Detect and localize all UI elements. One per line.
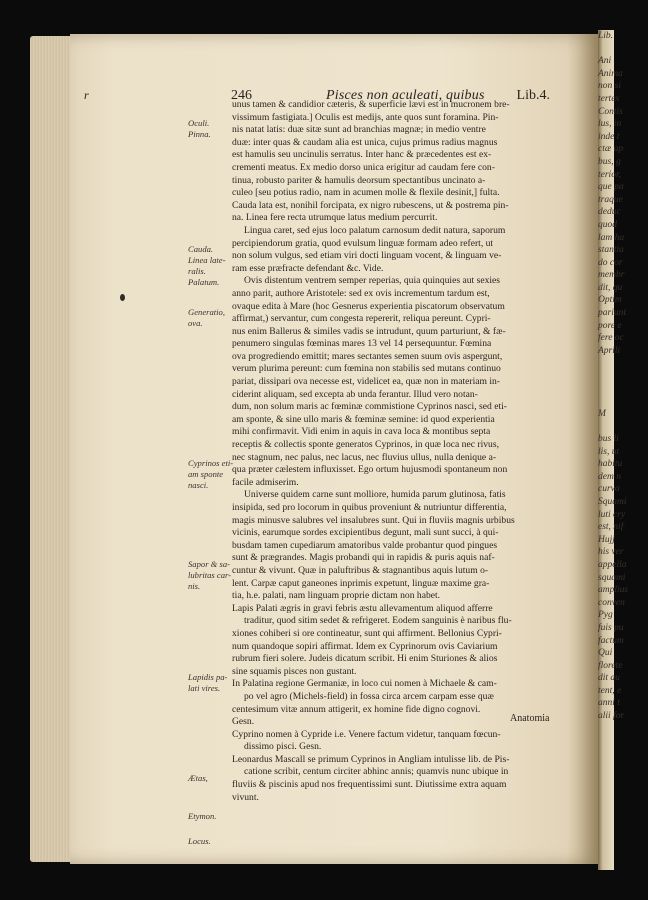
text-line: Universe quidem carne sunt molliore, humida parum glutinosa, fatis	[244, 489, 506, 501]
text-line: vissimum fastigiata.] Oculis est medijs, ante quos sunt foramina. Pin-	[232, 111, 499, 123]
text-line: am sponte, & sine ullo maris & fœminæ semine: id quod experientia	[232, 413, 495, 425]
text-line: crementi meatus. Ex medio dorso unica erigitur ad caudam fere con-	[232, 161, 495, 173]
fragment-line: anni t	[598, 698, 620, 709]
text-line: cuntur & vivunt. Quæ in paluftribus & stagnantibus aquis lutum o-	[232, 564, 489, 576]
fragment-line: appella	[598, 559, 627, 570]
fragment-line: squami	[598, 572, 626, 583]
margin-note-line: Generatio,	[188, 306, 225, 317]
margin-note-line: am sponte	[188, 468, 224, 479]
fragment-line	[598, 420, 648, 433]
fragment-line: tent, e	[598, 685, 622, 696]
fragment-line: Anima	[598, 68, 623, 79]
margin-note-line: Sapor & sa-	[188, 558, 231, 569]
margin-note-line: Etymon.	[188, 810, 217, 821]
fragment-line: curva	[598, 484, 620, 495]
margin-note-line: Palatum.	[188, 276, 220, 287]
text-line: ova progrediendo emittit; mares sectantes semen suum ovis aspergunt,	[232, 350, 503, 362]
fragment-line: dit au	[598, 673, 620, 684]
text-line: In Palatina regione Germaniæ, in loco cui nomen à Michaele & cam-	[232, 678, 497, 690]
text-line: magis minusve salubres vel insalubres sunt. Qui in fluviis magnis urbibus	[232, 514, 515, 526]
text-line: ciderint aliquam, sed excepta ab unda ferantur. Illud vero notan-	[232, 388, 478, 400]
margin-note-line: Cyprinos eti-	[188, 457, 234, 468]
text-line: culeo [seu potius radio, nam in acumen molle & flexile desinit,] fulta.	[232, 187, 500, 199]
text-line: fluviis & piscinis apud nos frequentissimi sunt. Diutissime extra aquam	[232, 779, 507, 791]
fragment-line: pore e	[598, 320, 622, 331]
text-line: mihi confirmavit. Vidi enim in aquis in cava loca & montibus septa	[232, 426, 491, 438]
fragment-line: Squami	[598, 496, 627, 507]
fragment-line: terior,	[598, 169, 621, 180]
text-line: tia, h.e. palati, nam linguam proprie dictam non habet.	[232, 590, 441, 602]
fragment-line	[598, 370, 648, 383]
margin-note	[188, 811, 240, 822]
margin-note	[188, 836, 240, 847]
catchword: Anatomia	[510, 713, 550, 724]
text-line: po vel agro (Michels-field) in fossa circa arcem carpam esse quæ	[244, 690, 494, 702]
page-edges	[30, 36, 74, 862]
fragment-line: dem n	[598, 471, 621, 482]
text-line: busdam tamen cupediarum amatoribus valde probantur quod pingues	[232, 539, 498, 551]
page-number: 246	[231, 88, 252, 103]
fragment-line: florete	[598, 660, 623, 671]
book-number: Lib.4.	[516, 88, 550, 103]
text-line: rubrum fieri solere. Judeis dicatum scribit. Hi enim Sturiones & alios	[232, 653, 498, 665]
text-line: vicinis, earumque sordes excipientibus degunt, mali sunt succi, à qui-	[232, 527, 499, 539]
margin-note-line: lati vires.	[188, 683, 221, 693]
text-line: tinua, robusto pariter & hamulis deorsum spectantibus uncinato a-	[232, 174, 486, 186]
text-line: dissimo pisci. Gesn.	[244, 741, 322, 753]
text-line: duæ: inter quas & caudam alia est unica, cujus primus radius magnus	[232, 136, 498, 148]
text-line: Leonardus Mascall se primum Cyprinos in Angliam intulisse lib. de Pis-	[232, 753, 510, 765]
text-line: lent. Carpæ caput ganeones inprimis expetunt, linguæ maxime gra-	[232, 577, 490, 589]
text-line: anno parit, authore Aristotele: sed ex ovis incrementum tardum est,	[232, 287, 490, 299]
margin-note-line: Ætas,	[188, 772, 208, 783]
fragment-line: his ver	[598, 547, 624, 558]
fragment-line: do cor	[598, 257, 623, 268]
text-line: ram esse præfracte defendant &c. Vide.	[232, 262, 384, 274]
fragment-line: Ani	[598, 56, 612, 67]
fragment-line: Hujj	[598, 534, 615, 545]
text-line: Ovis distentum ventrem semper reperias, quia quinquies aut sexies	[244, 275, 501, 287]
text-line: Cyprino nomen à Cypride i.e. Venere factum videtur, tanquam fœcun-	[232, 728, 501, 740]
text-line: sunt & prægrandes. Magis probandi qui in rapidis & puris aquis naf-	[232, 552, 495, 564]
signature-mark: r	[84, 88, 89, 102]
text-line: Lapis Palati ægris in gravi febris æstu allevamentum aliquod afferre	[232, 602, 493, 614]
text-line: affirmat,) servantur, cum congesta repererit, reliqua pereunt. Cypri-	[232, 313, 491, 325]
margin-note-line: Oculi.	[188, 117, 210, 128]
fragment-line: Pyg	[598, 610, 613, 621]
margin-note-line: nasci.	[188, 479, 209, 490]
text-line: receptis & collectis sponte generatos Cyprinos, in quæ loca nec rivus,	[232, 439, 499, 451]
ink-spot	[120, 294, 125, 301]
fragment-line: fuis pu	[598, 622, 624, 633]
fragment-line: luti cry	[598, 509, 626, 520]
fragment-line: M	[598, 408, 606, 419]
fragment-line: membr	[598, 270, 625, 281]
margin-note-line: Lapidis pa-	[188, 672, 228, 682]
fragment-line: bus, g	[598, 156, 621, 167]
text-line: centesimum vitæ annum attigerit, ex homine fide digno cognovi.	[232, 703, 481, 715]
running-title: Pisces non aculeati, quibus	[326, 88, 485, 103]
text-line: Gesn.	[232, 716, 255, 728]
text-line: num quandoque sopiri affirmat. Idem ex Cyprinorum ovis Caviarium	[232, 640, 498, 652]
fragment-line: deduc	[598, 207, 621, 218]
text-line: qua præter cælestem influxisset. Ego ortum hujusmodi spontaneum non	[232, 464, 508, 476]
text-line: sine squamis pisces non gustant.	[232, 665, 357, 677]
text-line: percipiendorum gratia, quod evulsum linguæ formam adeo refert, ut	[232, 237, 494, 249]
text-line: Cauda lata est, nonihil forcipata, ex nigro rubescens, ut & postrema pin-	[232, 199, 509, 211]
text-line: facile admiserim.	[232, 476, 299, 488]
fragment-line: Lib.	[598, 31, 614, 41]
fragment-line: Aprili	[598, 345, 621, 356]
text-line: xiones cohiberi si ore contineatur, sunt qui affirment. Bellonius Cypri-	[232, 627, 502, 639]
fragment-line: fere oc	[598, 333, 624, 344]
fragment-line: bus li	[598, 434, 619, 444]
right-page-fragments	[598, 30, 648, 723]
fragment-line: alii for	[598, 711, 625, 722]
fragment-line: est, nif	[598, 522, 624, 533]
text-line: pariat, dissipari ova necesse est, videlicet ea, quæ non in materiam in-	[232, 376, 501, 388]
text-line: nis natat latis: duæ sitæ sunt ad branchias magnæ; in medio ventre	[232, 124, 486, 136]
margin-note-line: Pinna.	[188, 128, 211, 139]
fragment-line: inde t	[598, 131, 620, 142]
fragment-line: lus, in	[598, 119, 622, 130]
fragment-line: lis, ut	[598, 446, 620, 457]
body-text	[232, 99, 554, 804]
fragment-line: non si	[598, 81, 621, 92]
fragment-line: habitu	[598, 459, 623, 470]
fragment-line: Contis	[598, 106, 623, 117]
fragment-line: que pa	[598, 182, 624, 193]
fragment-line: lam ha	[598, 232, 625, 243]
fragment-line: amplius	[598, 585, 629, 596]
text-line: dum, non solum maris ac fœminæ commistione Cyprinos nasci, sed eti-	[232, 401, 507, 413]
fragment-line	[598, 43, 648, 56]
margin-note-line: ralis.	[188, 265, 206, 276]
fragment-line	[598, 395, 648, 408]
text-line: insipida, sed pro locorum in quibus proveniunt & nutriuntur differentia,	[232, 502, 507, 513]
fragment-line: factum	[598, 635, 624, 646]
margin-note-line: Cauda.	[188, 243, 214, 254]
fragment-line: pariunt	[598, 308, 626, 319]
text-line: verum plurima pereunt: cum fœmina non stabilis sed mutans continuo	[232, 363, 501, 375]
fragment-line	[598, 357, 648, 370]
text-line: penumero singulas fœminas mares 13 vel 14 persequuntur. Fœmina	[232, 338, 492, 350]
text-line: traditur, quod sitim sedet & refrigeret. Eodem sanguinis è naribus flu-	[244, 615, 512, 627]
fragment-line: Qui	[598, 648, 613, 659]
text-line: est hamulis seu uncinulis serratus. Inter hanc & præcedentes est ex-	[232, 149, 492, 161]
text-line: na. Linea fere recta utrumque latus medium percurrit.	[232, 212, 438, 224]
text-line: Lingua caret, sed ejus loco palatum carnosum dedit natura, saporum	[244, 224, 506, 236]
text-line: vivunt.	[232, 791, 259, 803]
margin-note-line: nis.	[188, 580, 201, 591]
text-line: catione scribit, centum circiter abhinc annis; quamvis nunc ubique in	[244, 766, 509, 778]
fragment-line: ctæ ap	[598, 144, 624, 155]
fragment-line: Optim	[598, 295, 622, 306]
margin-note-line: Linea late-	[188, 254, 226, 265]
text-line: nus enim Ballerus & similes vadis se intrudunt, quum parturiunt, & fæ-	[232, 325, 506, 337]
fragment-line	[598, 383, 648, 396]
fragment-line: quod	[598, 219, 617, 230]
fragment-line: dit, qu	[598, 282, 623, 293]
text-line: unus tamen & candidior cæteris, & superficie lævi est in mucronem bre-	[232, 99, 510, 110]
text-line: non solum vulgus, sed etiam viri docti linguam vocent, & linguam ve-	[232, 250, 502, 262]
fragment-line: traque	[598, 194, 623, 205]
right-page-edge	[598, 30, 629, 870]
text-line: nec stagnum, nec palus, nec lacus, nec fluvius ullus, nulla denique a-	[232, 451, 497, 463]
fragment-line: conven	[598, 597, 625, 608]
fragment-line: tertex	[598, 93, 620, 104]
fragment-line: stantia	[598, 245, 624, 256]
margin-note-line: Locus.	[188, 835, 211, 846]
text-line: ovaque edita à Mare (hoc Gesnerus experientia piscatorum observatum	[232, 300, 505, 312]
margin-note-line: lubritas car-	[188, 569, 232, 580]
margin-note-line: ova.	[188, 317, 203, 328]
